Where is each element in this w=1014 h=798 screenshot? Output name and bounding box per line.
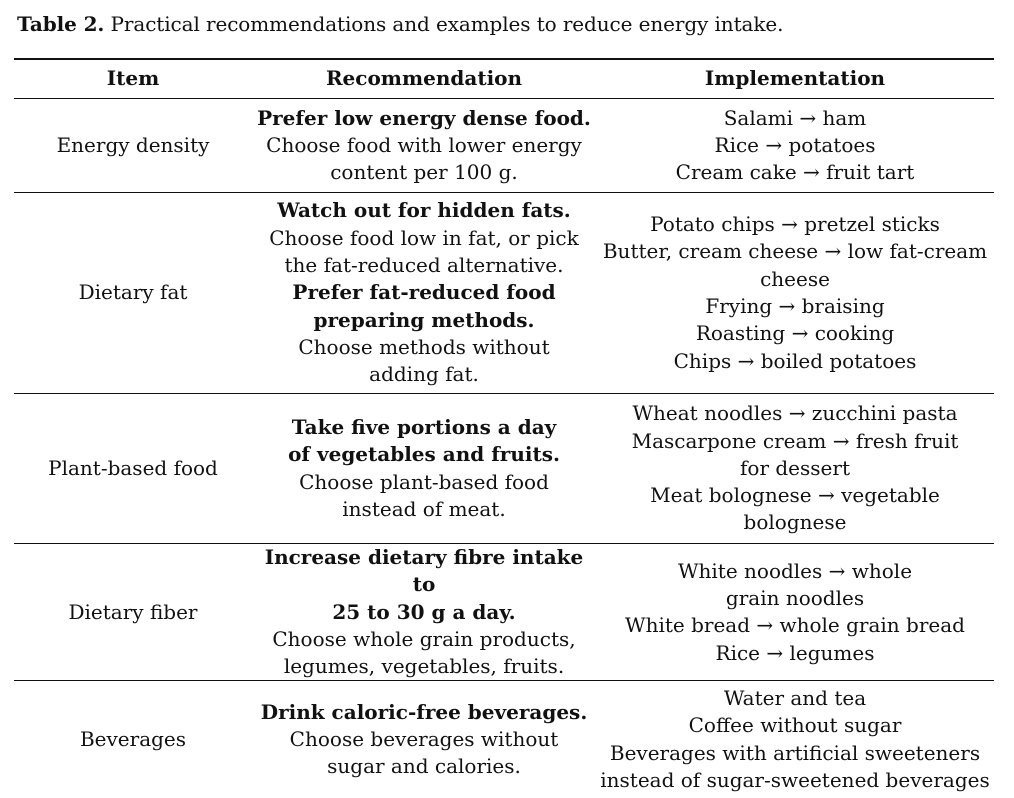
cell-recommendation (252, 394, 596, 544)
rec-line: Choose food low in fat, or pick (269, 225, 579, 250)
table-row (14, 681, 994, 798)
caption-label: Table 2. (17, 12, 105, 36)
cell-recommendation (252, 544, 596, 681)
impl-line: Salami → ham (723, 105, 867, 130)
rec-line: instead of meat. (342, 496, 506, 521)
table-body (14, 99, 994, 798)
rec-line: Drink caloric-free beverages. (260, 699, 588, 724)
cell-recommendation (252, 99, 596, 193)
rec-line: adding fat. (369, 362, 479, 387)
impl-line: Potato chips → pretzel sticks (650, 212, 940, 237)
cell-item: Beverages (79, 727, 187, 752)
rec-line: legumes, vegetables, fruits. (283, 654, 565, 679)
impl-line: White noodles → whole (677, 558, 913, 583)
rec-line: Increase dietary fibre intake to (264, 545, 584, 597)
impl-line: Water and tea (723, 686, 867, 711)
rec-line: Choose whole grain products, (272, 626, 576, 651)
impl-line: Beverages with artificial sweeteners (609, 740, 981, 765)
rec-line: of vegetables and fruits. (288, 442, 560, 467)
table-row (14, 193, 994, 394)
impl-line: Frying → braising (705, 294, 885, 318)
impl-line: grain noodles (725, 585, 865, 610)
cell-item: Dietary fiber (68, 599, 198, 624)
cell-implementation (596, 544, 994, 681)
header-row (14, 59, 994, 99)
cell-recommendation (252, 193, 596, 394)
rec-line: Choose beverages without (289, 727, 559, 752)
rec-line: Choose methods without (298, 334, 550, 359)
rec-line: Prefer low energy dense food. (257, 105, 591, 130)
impl-line: Chips → boiled potatoes (673, 348, 917, 373)
cell-item: Dietary fat (78, 280, 188, 305)
cell-implementation (596, 394, 994, 544)
impl-line: instead of sugar-sweetened beverages (600, 768, 990, 793)
rec-line: 25 to 30 g a day. (332, 599, 516, 624)
rec-line: Take five portions a day (291, 414, 557, 439)
rec-line: Choose food with lower energy (266, 132, 582, 157)
header-recommendation: Recommendation (325, 66, 523, 91)
impl-line: Rice → potatoes (714, 132, 876, 157)
impl-line: White bread → whole grain bread (625, 613, 965, 638)
table-row (14, 394, 994, 544)
rec-line: content per 100 g. (330, 160, 518, 185)
rec-line: preparing methods. (313, 307, 535, 332)
rec-line: sugar and calories. (327, 754, 521, 779)
rec-line: Prefer fat-reduced food (292, 280, 556, 305)
rec-line: the fat-reduced alternative. (284, 253, 564, 278)
impl-line: Cream cake → fruit tart (675, 160, 915, 185)
impl-line: Meat bolognese → vegetable (650, 483, 940, 508)
impl-line: bolognese (743, 510, 847, 535)
impl-line: Wheat noodles → zucchini pasta (632, 401, 958, 426)
cell-implementation (596, 99, 994, 193)
impl-line: for dessert (740, 455, 850, 480)
impl-line: Coffee without sugar (688, 713, 902, 738)
caption-text: Practical recommendations and examples to reduce energy intake. (110, 12, 784, 36)
table-row (14, 99, 994, 193)
cell-recommendation (252, 681, 596, 798)
header-item: Item (106, 66, 160, 91)
recommendations-table (14, 58, 994, 798)
impl-line: cheese (760, 266, 830, 291)
rec-line: Choose plant-based food (299, 469, 549, 494)
table-caption (17, 10, 783, 38)
cell-implementation (596, 193, 994, 394)
cell-item: Energy density (56, 132, 210, 157)
cell-item: Plant-based food (48, 455, 218, 480)
cell-implementation (596, 681, 994, 798)
impl-line: Mascarpone cream → fresh fruit (631, 428, 959, 453)
header-implementation: Implementation (704, 66, 886, 91)
rec-line: Watch out for hidden fats. (277, 198, 571, 223)
table-header (14, 59, 994, 99)
impl-line: Butter, cream cheese → low fat-cream (602, 239, 988, 264)
impl-line: Rice → legumes (715, 640, 875, 665)
table-row (14, 544, 994, 681)
impl-line: Roasting → cooking (695, 321, 895, 346)
